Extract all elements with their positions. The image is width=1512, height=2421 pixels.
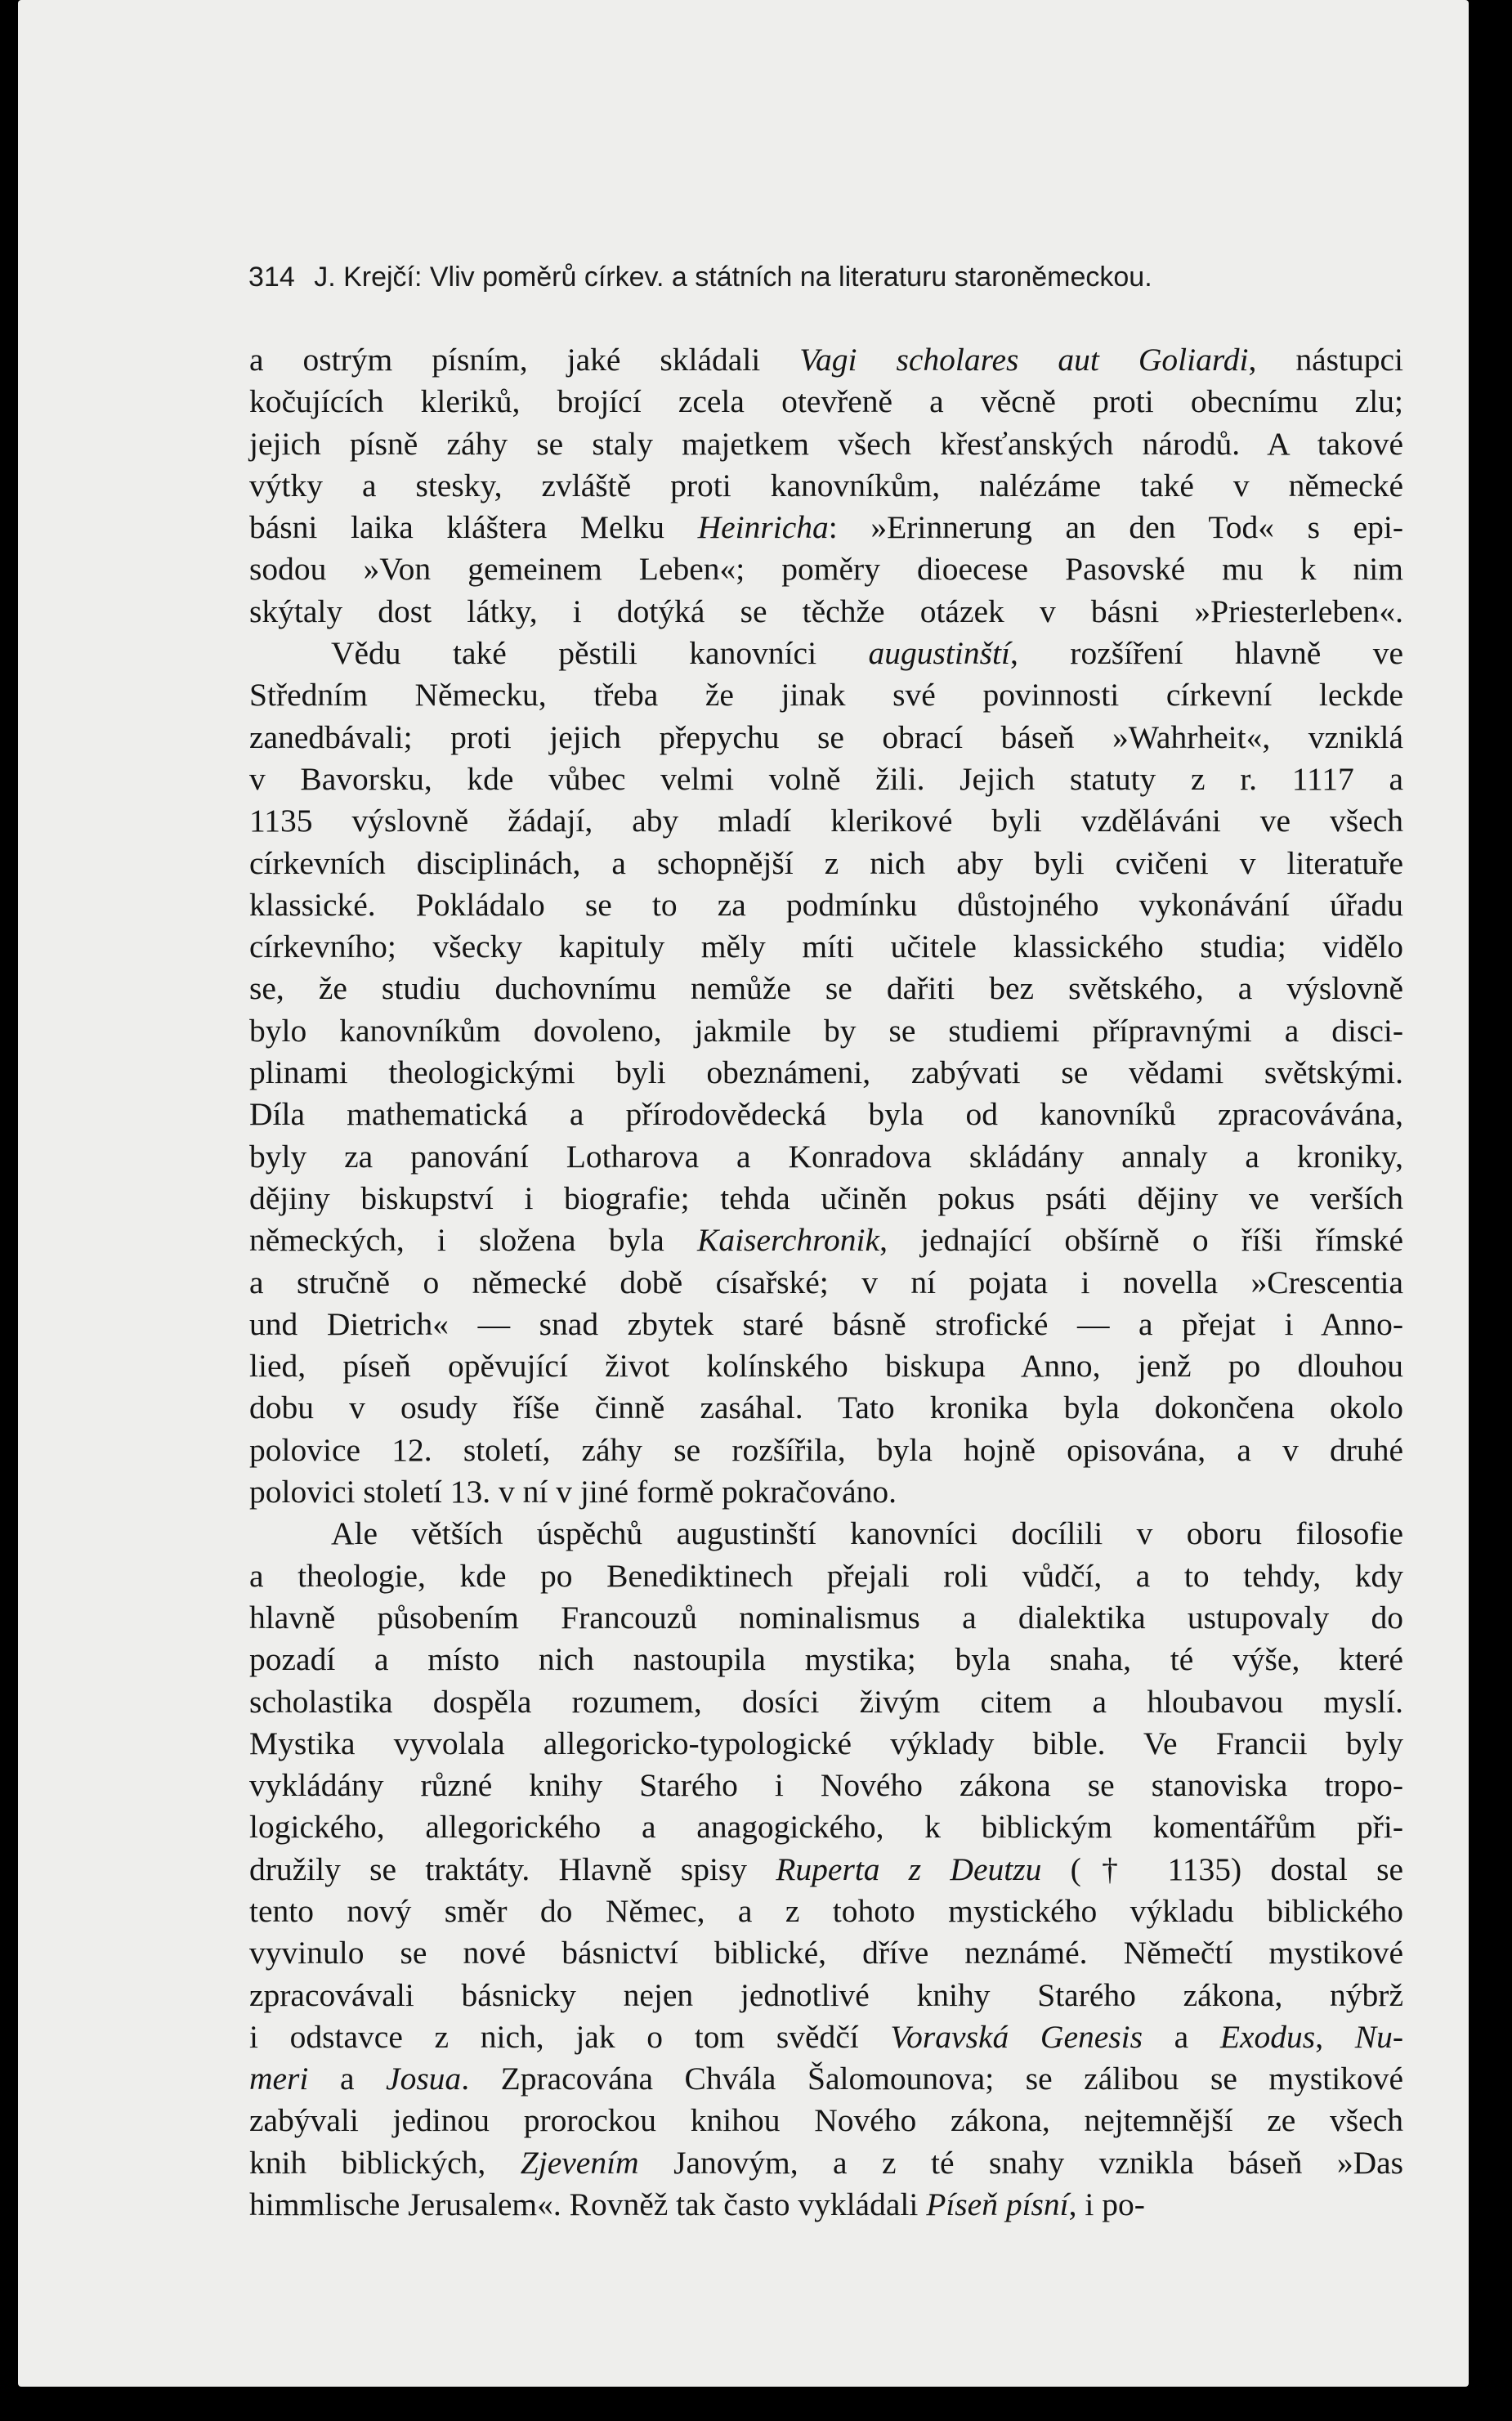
text-line (249, 1094, 1403, 1135)
italic-reference: Exodus (1219, 2018, 1316, 2055)
italic-reference: Voravská Genesis (890, 2018, 1143, 2055)
text-run: církevních disciplinách, a schopnější z nich aby byli cvičeni v literatuře (249, 844, 1403, 881)
text-run: a theologie, kde po Benediktinech přejali roli vůdčí, a to tehdy, kdy (249, 1557, 1403, 1594)
text-line (249, 2016, 1403, 2058)
text-run: zabývali jedinou prorockou knihou Nového zákona, nejtemnější ze všech (249, 2102, 1403, 2139)
text-run: logického, allegorického a anagogického, k biblickým komentářům při- (249, 1809, 1403, 1846)
text-line (249, 1932, 1403, 1974)
text-line (249, 1765, 1403, 1806)
text-run: tento nový směr do Němec, a z tohoto mystického výkladu biblického (249, 1892, 1403, 1929)
text-run: , i po- (1068, 2186, 1145, 2223)
text-run: se, že studiu duchovnímu nemůže se dařiti bez světského, a výslovně (249, 970, 1403, 1007)
text-line (249, 1806, 1403, 1848)
text-line (249, 1891, 1403, 1932)
running-header (248, 262, 1393, 293)
text-run: zpracovávali básnicky nejen jednotlivé knihy Starého zákona, nýbrž (249, 1976, 1403, 2013)
italic-reference: Zjevením (520, 2144, 639, 2181)
italic-reference: Nu- (1354, 2018, 1403, 2055)
text-run: byly za panování Lotharova a Konradova skládány annaly a kroniky, (249, 1138, 1403, 1175)
text-run: : »Erinnerung an den Tod« s epi- (828, 509, 1404, 546)
text-line (249, 1597, 1403, 1639)
body-text (249, 339, 1403, 2226)
text-run: knih biblických, (249, 2144, 521, 2181)
text-line (249, 1555, 1403, 1597)
text-line (249, 1681, 1403, 1723)
text-line (249, 339, 1403, 381)
text-run: polovici století 13. v ní v jiné formě pokračováno. (249, 1474, 897, 1510)
text-run: hlavně působením Francouzů nominalismus a dialektika ustupovaly do (249, 1599, 1403, 1636)
italic-reference: Píseň písní (926, 2186, 1069, 2223)
text-run: Mystika vyvolala allegoricko-typologické výklady bible. Ve Francii byly (249, 1725, 1403, 1761)
text-line (249, 1345, 1403, 1387)
text-line (249, 674, 1403, 716)
text-line (249, 633, 1403, 674)
text-run: plinami theologickými byli obeznámeni, zabývati se vědami světskými. (249, 1054, 1403, 1091)
text-run: , jednající obšírně o říši římské (879, 1222, 1403, 1259)
italic-reference: Heinricha (697, 509, 829, 546)
text-run: . Zpracována Chvála Šalomounova; se zálibou se mystikové (461, 2061, 1403, 2097)
text-line (249, 2100, 1403, 2141)
text-line (249, 2142, 1403, 2184)
text-line (249, 1262, 1403, 1304)
text-line (249, 1513, 1403, 1555)
text-line (249, 2184, 1403, 2226)
text-run: a (1142, 2018, 1220, 2055)
text-run: Janovým, a z té snahy vznikla báseň »Das (638, 2144, 1403, 2181)
text-line (249, 1849, 1403, 1891)
text-run: himmlische Jerusalem«. Rovněž tak často vykládali (249, 2186, 927, 2223)
text-run: , rozšíření hlavně ve (1009, 635, 1403, 672)
text-line (249, 1723, 1403, 1765)
italic-reference: meri (249, 2061, 309, 2097)
text-line (249, 1178, 1403, 1219)
text-run: polovice 12. století, záhy se rozšířila, byla hojně opisována, a v druhé (249, 1431, 1403, 1468)
text-run: († 1135) dostal se (1041, 1850, 1403, 1887)
text-run: klassické. Pokládalo se to za podmínku důstojného vykonávání úřadu (249, 886, 1403, 923)
text-line (249, 2058, 1403, 2100)
text-run: v Bavorsku, kde vůbec velmi volně žili. Jejich statuty z r. 1117 a (249, 760, 1403, 797)
text-run: Vědu také pěstili kanovníci (331, 635, 869, 672)
text-run: lied, píseň opěvující život kolínského biskupa Anno, jenž po dlouhou (249, 1348, 1403, 1385)
running-title: J. Krejčí: Vliv poměrů církev. a státních na literaturu staroněmeckou. (314, 262, 1152, 293)
text-line (249, 1052, 1403, 1094)
text-line (249, 1136, 1403, 1178)
text-line (249, 507, 1403, 548)
text-run: vyvinulo se nové básnictví biblické, dříve neznámé. Němečtí mystikové (249, 1935, 1403, 1971)
text-line (249, 1219, 1403, 1261)
text-line (249, 968, 1403, 1009)
book-page (18, 0, 1469, 2387)
text-run: a (308, 2061, 387, 2097)
text-line (249, 1304, 1403, 1345)
text-line (249, 717, 1403, 759)
italic-reference: Ruperta z Deutzu (776, 1850, 1042, 1887)
italic-reference: Josua (386, 2061, 462, 2097)
text-line (249, 800, 1403, 842)
text-run: pozadí a místo nich nastoupila mystika; byla snaha, té výše, které (249, 1641, 1403, 1678)
text-run: církevního; všecky kapituly měly míti učitele klassického studia; vidělo (249, 929, 1403, 965)
text-line (249, 1387, 1403, 1429)
text-run: Ale větších úspěchů augustinští kanovníci docílili v oboru filosofie (331, 1515, 1403, 1552)
text-run: a stručně o německé době císařské; v ní pojata i novella »Crescentia (249, 1264, 1403, 1300)
italic-reference: augustinští (868, 635, 1010, 672)
text-run: výtky a stesky, zvláště proti kanovníkům, nalézáme také v německé (249, 467, 1403, 503)
text-line (249, 1010, 1403, 1052)
text-run: německých, i složena byla (249, 1222, 697, 1259)
text-line (249, 1639, 1403, 1680)
text-run: , nástupci (1248, 342, 1403, 378)
text-run: vykládány různé knihy Starého i Nového zákona se stanoviska tropo- (249, 1767, 1403, 1804)
text-line (249, 591, 1403, 633)
text-run: Středním Německu, třeba že jinak své povinnosti církevní leckde (249, 677, 1403, 714)
text-run: dějiny biskupství i biografie; tehda učiněn pokus psáti dějiny ve verších (249, 1179, 1403, 1216)
text-run: básni laika kláštera Melku (249, 509, 698, 546)
italic-reference: Vagi scholares aut Goliardi (799, 342, 1249, 378)
text-run: jejich písně záhy se staly majetkem všech křesťanských národů. A takové (249, 425, 1403, 462)
text-run: bylo kanovníkům dovoleno, jakmile by se studiemi přípravnými a disci- (249, 1012, 1403, 1049)
text-line (249, 926, 1403, 968)
text-line (249, 1430, 1403, 1471)
text-run: scholastika dospěla rozumem, dosíci živým citem a hloubavou myslí. (249, 1683, 1403, 1720)
text-run: und Dietrich« — snad zbytek staré básně strofické — a přejat i Anno- (249, 1305, 1403, 1342)
text-run: dobu v osudy říše činně zasáhal. Tato kronika byla dokončena okolo (249, 1390, 1403, 1426)
text-line (249, 465, 1403, 507)
text-run: 1135 výslovně žádají, aby mladí klerikové byli vzděláváni ve všech (249, 803, 1403, 839)
italic-reference: Kaiserchronik (696, 1222, 880, 1259)
text-line (249, 843, 1403, 884)
text-line (249, 759, 1403, 800)
text-line (249, 423, 1403, 465)
page-number: 314 (248, 262, 295, 293)
text-line (249, 1975, 1403, 2016)
text-run: i odstavce z nich, jak o tom svědčí (249, 2018, 891, 2055)
text-run: kočujících kleriků, brojící zcela otevřeně a věcně proti obecnímu zlu; (249, 383, 1403, 420)
text-run: družily se traktáty. Hlavně spisy (249, 1850, 776, 1887)
text-line (249, 548, 1403, 590)
text-line (249, 884, 1403, 926)
text-line (249, 381, 1403, 423)
text-run: sodou »Von gemeinem Leben«; poměry dioecese Pasovské mu k nim (249, 551, 1403, 588)
text-run: Díla mathematická a přírodovědecká byla od kanovníků zpracovávána, (249, 1096, 1403, 1133)
text-run: zanedbávali; proti jejich přepychu se obrací báseň »Wahrheit«, vzniklá (249, 718, 1403, 755)
text-run: skýtaly dost látky, i dotýká se těchže otázek v básni »Priesterleben«. (249, 593, 1403, 629)
text-run: a ostrým písním, jaké skládali (249, 342, 800, 378)
text-run: , (1315, 2018, 1355, 2055)
text-line (249, 1471, 1403, 1513)
